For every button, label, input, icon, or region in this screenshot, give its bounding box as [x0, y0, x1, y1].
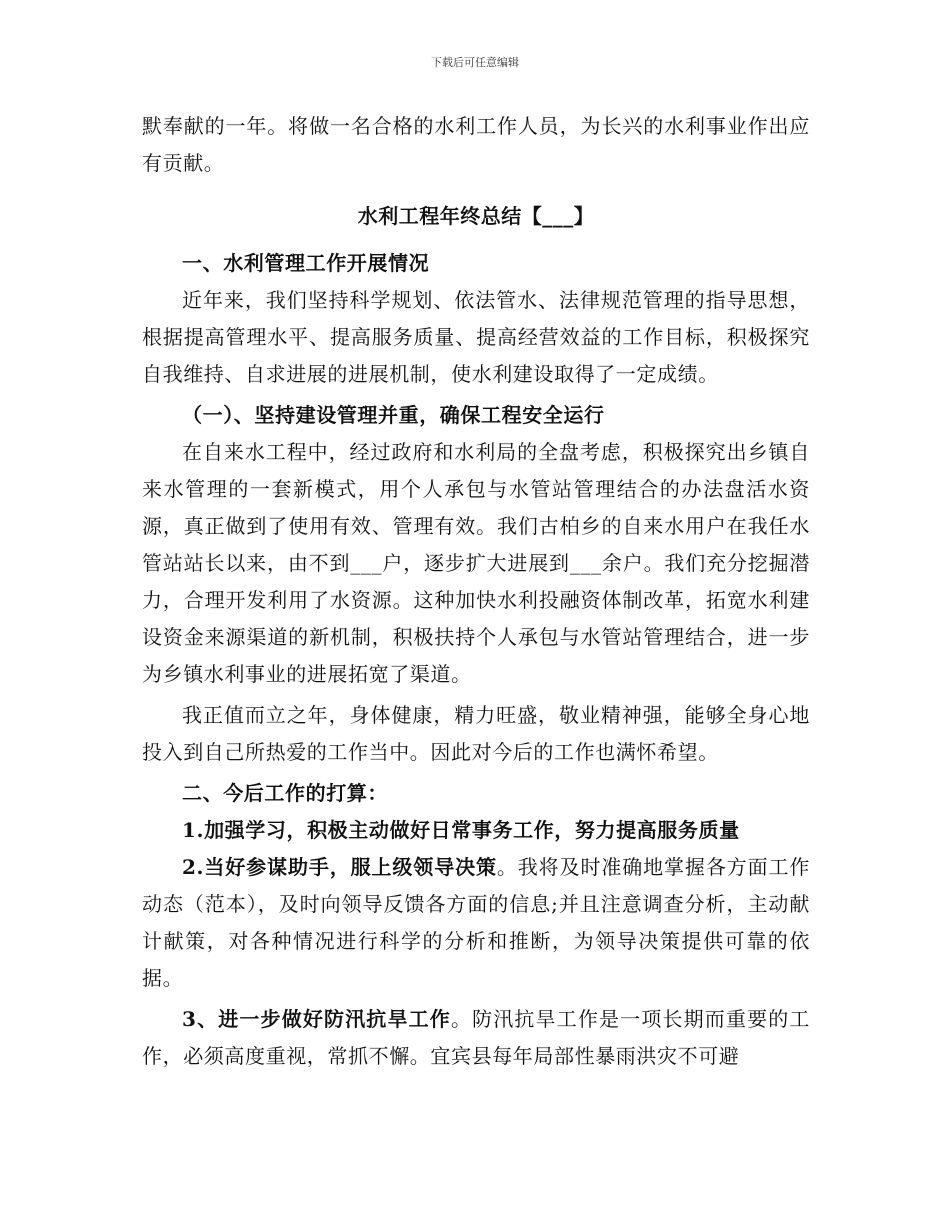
section1-paragraph: 近年来，我们坚持科学规划、依法管水、法律规范管理的指导思想，根据提高管理水平、提高服务质量、提高经营效益的工作目标，积极探究自我维持、自求进展的进展机制，使水利建设取得了一定成绩。	[142, 288, 810, 386]
subsection1-heading: （一）、坚持建设管理并重，确保工程安全运行	[182, 403, 605, 427]
plan-item-3	[142, 1001, 810, 1075]
page-header-note: 下载后可任意编辑	[431, 56, 519, 69]
intro-continuation: 默奉献的一年。将做一名合格的水利工作人员，为长兴的水利事业作出应有贡献。	[142, 114, 810, 175]
plan-item-2-heading: 2.当好参谋助手，服上级领导决策	[182, 855, 497, 879]
personal-paragraph: 我正值而立之年，身体健康，精力旺盛，敬业精神强，能够全身心地投入到自己所热爱的工作当中。因此对今后的工作也满怀希望。	[142, 703, 810, 764]
plan-item-3-text: 。防汛抗旱工作是一项长期而重要的工作，必须高度重视，常抓不懈。宜宾县每年局部性暴雨洪灾不可避	[142, 1007, 811, 1068]
section1-heading: 一、水利管理工作开展情况	[182, 251, 430, 275]
plan-item-1: 1.加强学习，积极主动做好日常事务工作，努力提高服务质量	[182, 818, 740, 842]
subsection1-paragraph: 在自来水工程中，经过政府和水利局的全盘考虑，积极探究出乡镇自来水管理的一套新模式，用个人承包与水管站管理结合的办法盘活水资源，真正做到了使用有效、管理有效。我们古柏乡的自来水用户在我任水管站站长以来，由不到___户，逐步扩大进展到___余户。我们充分挖掘潜力，合理开发利用了水资源。这种加快水利投融资体制改革，拓宽水利建设资金来源渠道的新机制，积极扶持个人承包与水管站管理结合，进一步为乡镇水利事业的进展拓宽了渠道。	[142, 440, 810, 686]
document-title: 水利工程年终总结【___】	[357, 204, 595, 228]
plan-item-2-text: 。我将及时准确地掌握各方面工作动态（范本），及时向领导反馈各方面的信息;并且注意调查分析，主动献计献策，对各种情况进行科学的分析和推断，为领导决策提供可靠的依据。	[142, 855, 811, 990]
document-body	[142, 108, 810, 1075]
plan-item-2	[142, 849, 810, 997]
plan-item-3-heading: 3、进一步做好防汛抗旱工作	[182, 1007, 451, 1031]
section2-heading: 二、今后工作的打算：	[182, 781, 388, 805]
